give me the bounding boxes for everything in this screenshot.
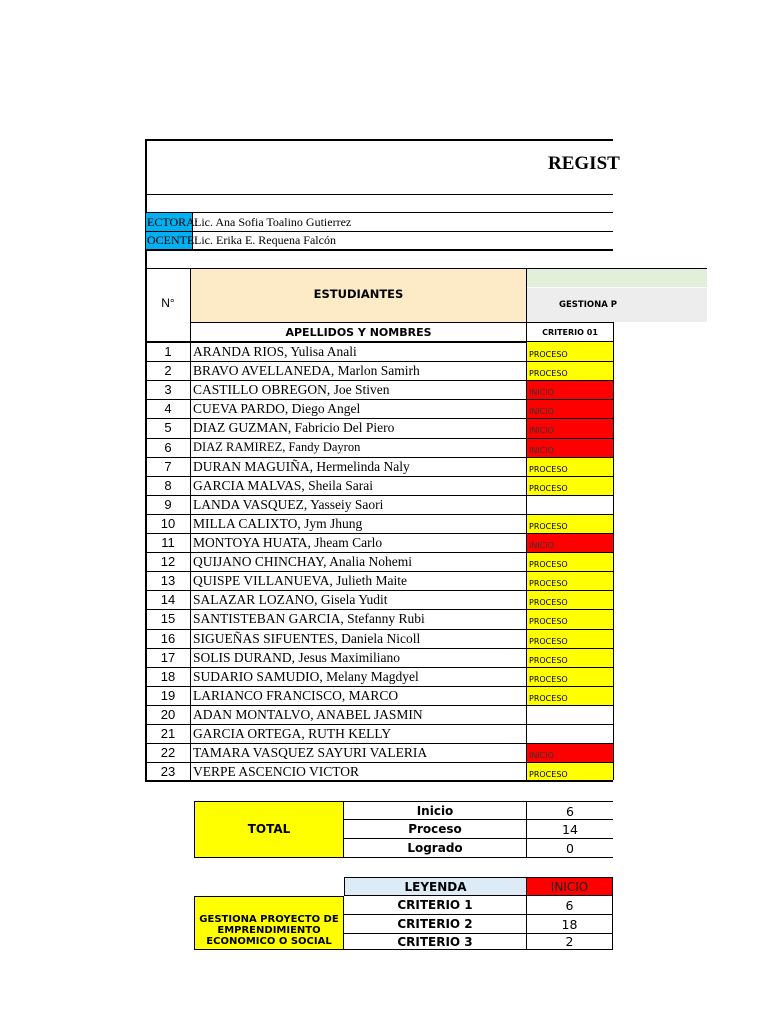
row-divider — [145, 533, 613, 534]
criterio-level: PROCESO — [527, 762, 613, 781]
row-number: 11 — [161, 535, 175, 550]
row-divider — [145, 552, 613, 553]
criterio-level — [527, 705, 613, 724]
student-name: GARCIA ORTEGA, RUTH KELLY — [193, 726, 392, 741]
criterio-level: INICIO — [527, 380, 613, 399]
row-divider — [145, 609, 613, 610]
criterio-level: PROCESO — [527, 514, 613, 533]
row-divider — [145, 380, 613, 381]
student-name: SALAZAR LOZANO, Gisela Yudit — [193, 592, 388, 607]
student-name: TAMARA VASQUEZ SAYURI VALERIA — [193, 745, 428, 760]
bottom-border — [145, 780, 613, 782]
total-row-label: Logrado — [344, 839, 527, 858]
criterio-level: PROCESO — [527, 667, 613, 686]
criterio-level: INICIO — [527, 418, 613, 438]
row-number: 12 — [160, 554, 176, 569]
row-number: 9 — [164, 497, 172, 512]
row-number: 19 — [160, 688, 176, 703]
row-number: 23 — [160, 764, 176, 779]
row-divider — [145, 438, 613, 439]
row-divider — [145, 629, 613, 630]
row-number: 20 — [160, 707, 176, 722]
row-divider — [145, 686, 613, 687]
row-number: 2 — [164, 363, 172, 378]
competencia-band — [527, 269, 707, 287]
total-row-value: 14 — [527, 820, 613, 839]
row-number: 10 — [160, 516, 176, 531]
student-name: ARANDA RIOS, Yulisa Anali — [193, 344, 357, 359]
directora-label: ECTORA: — [147, 215, 199, 229]
criterio-level: PROCESO — [527, 609, 613, 629]
criterio-level: PROCESO — [527, 648, 613, 667]
criterio-level — [527, 495, 613, 514]
row-divider — [145, 724, 613, 725]
legend-row-value: 18 — [527, 915, 613, 934]
student-name: SOLIS DURAND, Jesus Maximiliano — [193, 650, 401, 665]
row-divider — [145, 457, 613, 458]
docente-value: Lic. Erika E. Requena Falcón — [194, 233, 336, 247]
row-number: 8 — [164, 478, 172, 493]
student-name: DURAN MAGUIÑA, Hermelinda Naly — [193, 459, 410, 474]
legend-row-label: CRITERIO 3 — [344, 934, 527, 950]
total-row-label: Proceso — [344, 820, 527, 839]
total-row-value: 6 — [527, 801, 613, 820]
criterio-level: PROCESO — [527, 342, 613, 361]
col-number-header: N° — [161, 296, 175, 310]
student-name: SUDARIO SAMUDIO, Melany Magdyel — [193, 669, 419, 684]
student-name: GARCIA MALVAS, Sheila Sarai — [193, 478, 374, 493]
docente-label: OCENTE: — [147, 233, 198, 247]
criterio-level: PROCESO — [527, 552, 613, 571]
top-border — [145, 139, 613, 141]
student-name: DIAZ GUZMAN, Fabricio Del Piero — [193, 420, 395, 435]
row-divider — [145, 476, 613, 477]
row-number: 18 — [160, 669, 176, 684]
total-label: TOTAL — [194, 801, 344, 858]
row-number: 5 — [164, 420, 172, 435]
row-divider — [145, 495, 613, 496]
divider — [192, 213, 193, 249]
student-name: QUISPE VILLANUEVA, Julieth Maite — [193, 573, 407, 588]
col-names-header: APELLIDOS Y NOMBRES — [285, 326, 432, 339]
row-divider — [145, 361, 613, 362]
student-name: CUEVA PARDO, Diego Angel — [193, 401, 361, 416]
row-number: 15 — [160, 611, 176, 626]
row-divider — [145, 743, 613, 744]
row-divider — [145, 762, 613, 763]
row-divider — [145, 571, 613, 572]
criterio-level: INICIO — [527, 399, 613, 418]
row-number: 17 — [160, 650, 176, 665]
legend-row-label: CRITERIO 2 — [344, 915, 527, 934]
criterio-level: INICIO — [527, 533, 613, 552]
student-name: LANDA VASQUEZ, Yasseiy Saori — [193, 497, 384, 512]
student-name: MILLA CALIXTO, Jym Jhung — [193, 516, 363, 531]
divider — [145, 194, 613, 195]
legend-row-value: 6 — [527, 896, 613, 915]
row-number: 1 — [164, 344, 172, 359]
student-name: MONTOYA HUATA, Jheam Carlo — [193, 535, 383, 550]
legend-row-label: CRITERIO 1 — [344, 896, 527, 915]
criterio-level: PROCESO — [527, 590, 613, 609]
student-name: SIGUEÑAS SIFUENTES, Daniela Nicoll — [193, 631, 421, 646]
row-number: 22 — [160, 745, 176, 760]
row-number: 16 — [160, 631, 176, 646]
row-divider — [145, 648, 613, 649]
row-divider — [145, 399, 613, 400]
criterio-level: PROCESO — [527, 476, 613, 495]
row-number: 21 — [160, 726, 176, 741]
criterio-level: INICIO — [527, 743, 613, 762]
row-divider — [145, 418, 613, 419]
student-name: VERPE ASCENCIO VICTOR — [193, 764, 360, 779]
row-divider — [145, 590, 613, 591]
directora-value: Lic. Ana Sofia Toalino Gutierrez — [194, 215, 352, 229]
student-name: CASTILLO OBREGON, Joe Stiven — [193, 382, 390, 397]
criterio-level: PROCESO — [527, 686, 613, 705]
criterio-level: PROCESO — [527, 629, 613, 648]
student-name: ADAN MONTALVO, ANABEL JASMIN — [193, 707, 423, 722]
total-row-label: Inicio — [344, 801, 527, 820]
col-competencia-header: GESTIONA P — [527, 288, 707, 322]
divider — [145, 249, 613, 251]
legend-competencia: GESTIONA PROYECTO DE EMPRENDIMIENTO ECONOMICO O SOCIAL — [194, 896, 344, 950]
row-divider — [145, 705, 613, 706]
criterio-level — [527, 724, 613, 743]
legend-row-value: 2 — [527, 934, 613, 950]
criterio-level: PROCESO — [527, 361, 613, 380]
total-row-value: 0 — [527, 839, 613, 858]
student-name: SANTISTEBAN GARCIA, Stefanny Rubi — [193, 611, 425, 626]
page-title: REGIST — [548, 153, 620, 174]
col-criterio-header: CRITERIO 01 — [542, 328, 598, 337]
student-name: DIAZ RAMIREZ, Fandy Dayron — [193, 440, 361, 454]
row-number: 13 — [160, 573, 176, 588]
divider — [613, 322, 614, 780]
criterio-level: PROCESO — [527, 457, 613, 476]
row-number: 6 — [164, 440, 172, 455]
row-number: 4 — [164, 401, 172, 416]
row-divider — [145, 667, 613, 668]
legend-inicio: INICIO — [527, 877, 613, 896]
criterio-level: PROCESO — [527, 571, 613, 590]
criterio-level: INICIO — [527, 438, 613, 457]
row-divider — [145, 514, 613, 515]
row-number: 14 — [160, 592, 176, 607]
row-number: 7 — [164, 459, 172, 474]
row-number: 3 — [164, 382, 172, 397]
col-students-header: ESTUDIANTES — [191, 269, 526, 322]
student-name: BRAVO AVELLANEDA, Marlon Samirh — [193, 363, 420, 378]
student-name: QUIJANO CHINCHAY, Analia Nohemi — [193, 554, 412, 569]
student-name: LARIANCO FRANCISCO, MARCO — [193, 688, 399, 703]
legend-label: LEYENDA — [344, 877, 527, 896]
